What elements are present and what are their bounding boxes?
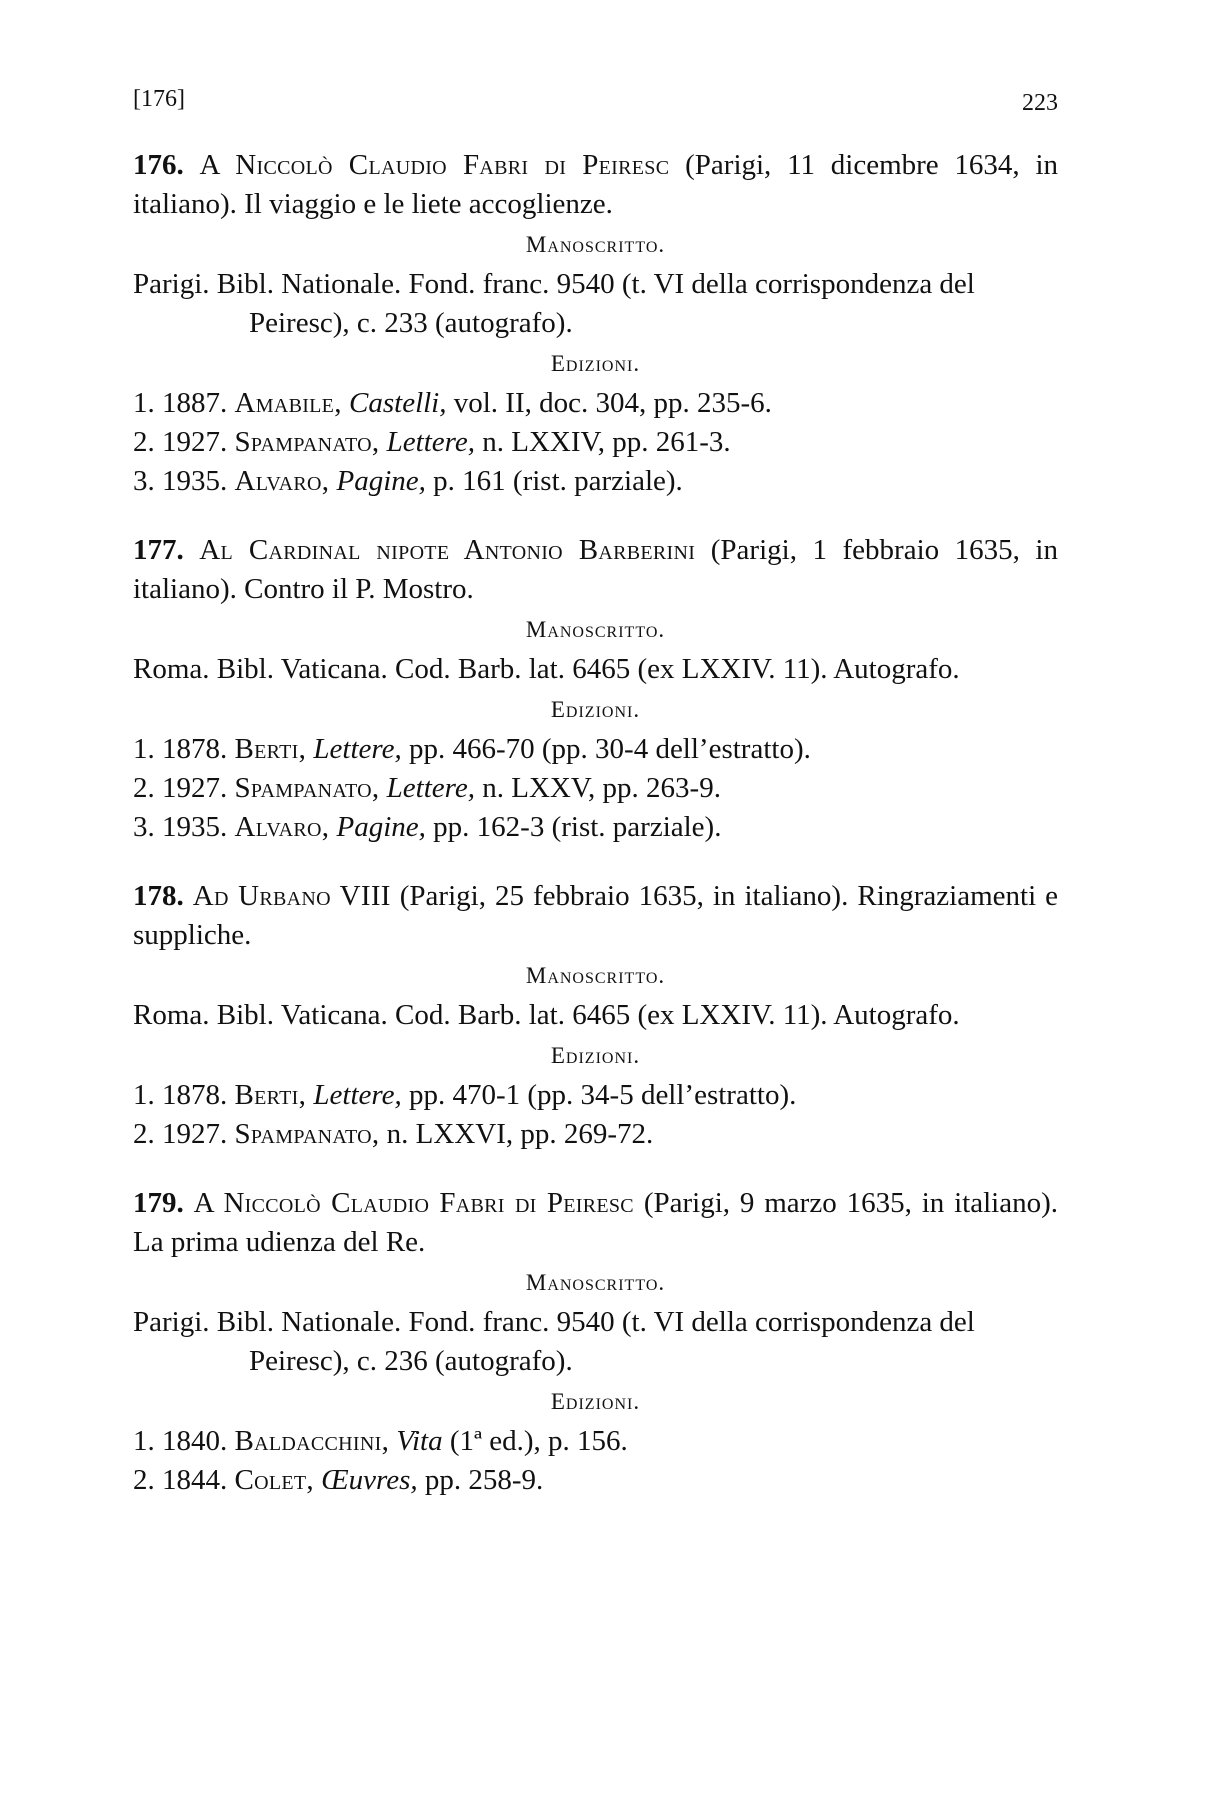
entry-heading (133, 146, 1058, 224)
editions-list (133, 1076, 1058, 1154)
entry-details: (Parigi, 1 febbraio 1635, in italiano). Contro il P. Mostro. (133, 534, 1058, 605)
entry-recipient: Al Cardinal nipote Antonio Barberini (199, 534, 696, 566)
edition-author: Spampanato, (234, 426, 380, 458)
edition-title: Vita (396, 1425, 443, 1457)
letter-entry-178 (133, 877, 1058, 1154)
edition-rest: pp. 258-9. (417, 1464, 544, 1496)
entry-heading (133, 531, 1058, 609)
manuscript-label: Manoscritto. (525, 232, 666, 257)
edition-prefix: 2. 1927. (133, 426, 235, 458)
edition-author: Alvaro, (234, 811, 330, 843)
manuscript-description: Roma. Bibl. Vaticana. Cod. Barb. lat. 6465 (ex LXXIV. 11). Autografo. (133, 999, 960, 1031)
entry-recipient: A Niccolò Claudio Fabri di Peiresc (199, 149, 670, 181)
edition-rest: n. LXXVI, pp. 269-72. (379, 1118, 654, 1150)
edition-prefix: 1. 1840. (133, 1425, 235, 1457)
entry-recipient: Ad Urbano VIII (192, 880, 391, 912)
manuscript-label: Manoscritto. (525, 1270, 666, 1295)
edition-rest: pp. 466-70 (pp. 30-4 dell’estratto). (401, 733, 811, 765)
edition-author: Spampanato, (234, 1118, 380, 1150)
edition-rest: pp. 470-1 (pp. 34-5 dell’estratto). (401, 1079, 797, 1111)
editions-label: Edizioni. (550, 1389, 641, 1414)
editions-label: Edizioni. (550, 697, 641, 722)
edition-rest: n. LXXV, pp. 263-9. (474, 772, 721, 804)
edition-prefix: 1. 1887. (133, 387, 235, 419)
entry-heading (133, 877, 1058, 955)
entry-number: 178. (133, 880, 184, 912)
edition-prefix: 1. 1878. (133, 733, 235, 765)
edition-author: Baldacchini, (234, 1425, 390, 1457)
edition-prefix: 2. 1927. (133, 1118, 235, 1150)
edition-rest: p. 161 (rist. parziale). (425, 465, 683, 497)
edition-title: Lettere, (386, 426, 475, 458)
edition-rest: (1ª ed.), p. 156. (442, 1425, 628, 1457)
letter-entry-179 (133, 1184, 1058, 1500)
section-number-header: [176] (133, 86, 185, 112)
edition-author: Alvaro, (234, 465, 330, 497)
page-content (133, 146, 1058, 1530)
entry-number: 179. (133, 1187, 184, 1219)
edition-rest: pp. 162-3 (rist. parziale). (425, 811, 722, 843)
edition-item (133, 769, 1058, 808)
edition-item (133, 1115, 1058, 1154)
edition-title: Castelli, (349, 387, 447, 419)
editions-label: Edizioni. (550, 1043, 641, 1068)
edition-item (133, 1076, 1058, 1115)
page-header (133, 86, 1058, 120)
letter-entry-176 (133, 146, 1058, 501)
editions-list (133, 1422, 1058, 1500)
entry-number: 176. (133, 149, 184, 181)
edition-title: Pagine, (336, 465, 426, 497)
manuscript-label: Manoscritto. (525, 617, 666, 642)
entry-details: (Parigi, 25 febbraio 1635, in italiano). Ringraziamenti e suppliche. (133, 880, 1059, 951)
manuscript-description: Parigi. Bibl. Nationale. Fond. franc. 9540 (t. VI della corrispondenza del Peiresc), c. 236 (autografo). (133, 1306, 975, 1377)
edition-title: Œuvres, (321, 1464, 418, 1496)
edition-title: Lettere, (313, 733, 402, 765)
editions-list (133, 730, 1058, 847)
editions-list (133, 384, 1058, 501)
manuscript-label: Manoscritto. (525, 963, 666, 988)
edition-item (133, 1461, 1058, 1500)
edition-rest: n. LXXIV, pp. 261-3. (474, 426, 731, 458)
edition-prefix: 3. 1935. (133, 811, 235, 843)
letter-entry-177 (133, 531, 1058, 847)
edition-item (133, 423, 1058, 462)
edition-author: Berti, (234, 733, 307, 765)
edition-item (133, 808, 1058, 847)
manuscript-description: Parigi. Bibl. Nationale. Fond. franc. 9540 (t. VI della corrispondenza del Peiresc), c. 233 (autografo). (133, 268, 975, 339)
edition-prefix: 2. 1927. (133, 772, 235, 804)
edition-title: Lettere, (313, 1079, 402, 1111)
entry-number: 177. (133, 534, 184, 566)
entry-heading (133, 1184, 1058, 1262)
edition-prefix: 1. 1878. (133, 1079, 235, 1111)
manuscript-description: Roma. Bibl. Vaticana. Cod. Barb. lat. 6465 (ex LXXIV. 11). Autografo. (133, 653, 960, 685)
edition-title: Lettere, (386, 772, 475, 804)
edition-author: Berti, (234, 1079, 307, 1111)
edition-rest: vol. II, doc. 304, pp. 235-6. (446, 387, 772, 419)
edition-author: Colet, (234, 1464, 314, 1496)
edition-author: Spampanato, (234, 772, 380, 804)
edition-item (133, 384, 1058, 423)
edition-prefix: 2. 1844. (133, 1464, 235, 1496)
page-number: 223 (1022, 90, 1058, 116)
entry-recipient: A Niccolò Claudio Fabri di Peiresc (193, 1187, 634, 1219)
edition-item (133, 1422, 1058, 1461)
edition-title: Pagine, (336, 811, 426, 843)
edition-author: Amabile, (234, 387, 342, 419)
edition-item (133, 730, 1058, 769)
edition-prefix: 3. 1935. (133, 465, 235, 497)
entry-details: (Parigi, 9 marzo 1635, in italiano). La prima udienza del Re. (133, 1187, 1059, 1258)
editions-label: Edizioni. (550, 351, 641, 376)
entry-details: (Parigi, 11 dicembre 1634, in italiano). Il viaggio e le liete accoglienze. (133, 149, 1059, 220)
edition-item (133, 462, 1058, 501)
